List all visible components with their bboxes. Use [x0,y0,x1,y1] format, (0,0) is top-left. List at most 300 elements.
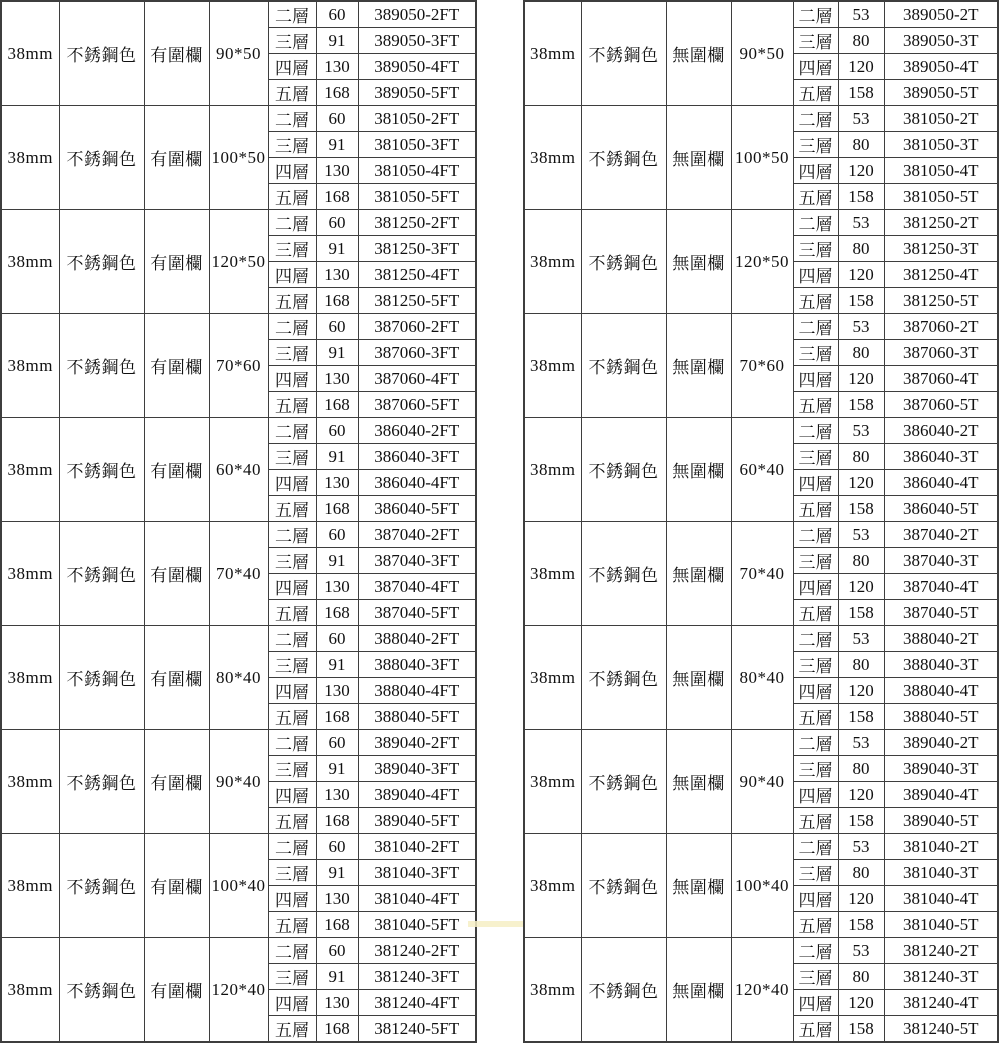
quantity-cell: 158 [838,704,884,730]
quantity-cell: 130 [316,782,358,808]
color-cell: 不銹鋼色 [581,938,666,1043]
spec-row [524,626,998,652]
tier-cell: 四層 [268,886,316,912]
model-code-cell: 387040-3FT [358,548,476,574]
model-code-cell: 381250-5T [884,288,998,314]
rail-option-cell: 有圍欄 [144,834,209,938]
quantity-cell: 158 [838,600,884,626]
tier-cell: 二層 [268,418,316,444]
color-cell: 不銹鋼色 [59,730,144,834]
tier-cell: 三層 [268,28,316,54]
quantity-cell: 91 [316,236,358,262]
color-cell: 不銹鋼色 [59,418,144,522]
tube-size-cell: 38mm [1,626,59,730]
tier-cell: 二層 [793,626,838,652]
model-code-cell: 381240-3FT [358,964,476,990]
quantity-cell: 120 [838,262,884,288]
spec-row [1,210,476,236]
spec-row [524,210,998,236]
model-code-cell: 381050-5T [884,184,998,210]
tier-cell: 二層 [793,730,838,756]
quantity-cell: 60 [316,834,358,860]
model-code-cell: 381250-2FT [358,210,476,236]
quantity-cell: 168 [316,704,358,730]
tier-cell: 二層 [793,106,838,132]
quantity-cell: 168 [316,496,358,522]
color-cell: 不銹鋼色 [581,106,666,210]
quantity-cell: 80 [838,756,884,782]
tier-cell: 五層 [268,704,316,730]
model-code-cell: 386040-3T [884,444,998,470]
price-table-right [523,0,999,1043]
spec-row [1,938,476,964]
quantity-cell: 120 [838,990,884,1016]
tier-cell: 二層 [793,938,838,964]
dimensions-cell: 100*40 [731,834,793,938]
model-code-cell: 388040-2T [884,626,998,652]
quantity-cell: 130 [316,366,358,392]
quantity-cell: 120 [838,782,884,808]
model-code-cell: 388040-4T [884,678,998,704]
model-code-cell: 387060-3T [884,340,998,366]
tier-cell: 四層 [268,782,316,808]
tube-size-cell: 38mm [1,106,59,210]
model-code-cell: 388040-3T [884,652,998,678]
quantity-cell: 120 [838,470,884,496]
spec-row [1,834,476,860]
model-code-cell: 387040-3T [884,548,998,574]
tube-size-cell: 38mm [1,418,59,522]
tube-size-cell: 38mm [524,834,581,938]
model-code-cell: 388040-5FT [358,704,476,730]
tube-size-cell: 38mm [524,730,581,834]
rail-option-cell: 有圍欄 [144,210,209,314]
quantity-cell: 130 [316,158,358,184]
model-code-cell: 388040-4FT [358,678,476,704]
tier-cell: 二層 [793,522,838,548]
model-code-cell: 386040-4FT [358,470,476,496]
quantity-cell: 80 [838,236,884,262]
tube-size-cell: 38mm [1,834,59,938]
model-code-cell: 389040-4FT [358,782,476,808]
model-code-cell: 387060-3FT [358,340,476,366]
quantity-cell: 91 [316,548,358,574]
quantity-cell: 60 [316,730,358,756]
dimensions-cell: 120*50 [209,210,268,314]
spec-row [524,522,998,548]
color-cell: 不銹鋼色 [59,210,144,314]
model-code-cell: 389050-4T [884,54,998,80]
tube-size-cell: 38mm [524,106,581,210]
quantity-cell: 53 [838,522,884,548]
quantity-cell: 168 [316,1016,358,1043]
spec-row [1,522,476,548]
model-code-cell: 381250-4T [884,262,998,288]
model-code-cell: 389050-3FT [358,28,476,54]
quantity-cell: 53 [838,1,884,28]
quantity-cell: 60 [316,938,358,964]
rail-option-cell: 有圍欄 [144,522,209,626]
dimensions-cell: 120*40 [209,938,268,1043]
rail-option-cell: 無圍欄 [666,210,731,314]
tier-cell: 五層 [268,184,316,210]
color-cell: 不銹鋼色 [581,834,666,938]
tier-cell: 三層 [268,860,316,886]
tier-cell: 五層 [793,600,838,626]
tier-cell: 三層 [793,236,838,262]
tier-cell: 五層 [793,80,838,106]
tier-cell: 四層 [793,158,838,184]
tier-cell: 四層 [793,990,838,1016]
quantity-cell: 80 [838,652,884,678]
quantity-cell: 91 [316,652,358,678]
tier-cell: 二層 [793,418,838,444]
tier-cell: 五層 [268,80,316,106]
tier-cell: 二層 [268,938,316,964]
model-code-cell: 389040-2FT [358,730,476,756]
dimensions-cell: 60*40 [731,418,793,522]
quantity-cell: 130 [316,54,358,80]
dimensions-cell: 60*40 [209,418,268,522]
tier-cell: 四層 [793,678,838,704]
model-code-cell: 389050-5FT [358,80,476,106]
tier-cell: 二層 [793,210,838,236]
quantity-cell: 120 [838,54,884,80]
rail-option-cell: 有圍欄 [144,626,209,730]
model-code-cell: 381050-4T [884,158,998,184]
quantity-cell: 158 [838,288,884,314]
quantity-cell: 91 [316,756,358,782]
model-code-cell: 388040-5T [884,704,998,730]
rail-option-cell: 有圍欄 [144,938,209,1043]
model-code-cell: 387060-2T [884,314,998,340]
tier-cell: 四層 [268,158,316,184]
quantity-cell: 91 [316,444,358,470]
tier-cell: 四層 [793,366,838,392]
tier-cell: 四層 [268,678,316,704]
quantity-cell: 60 [316,1,358,28]
tier-cell: 五層 [268,392,316,418]
color-cell: 不銹鋼色 [581,314,666,418]
spec-row [524,834,998,860]
model-code-cell: 389040-5FT [358,808,476,834]
dimensions-cell: 100*40 [209,834,268,938]
tier-cell: 三層 [268,964,316,990]
model-code-cell: 389050-3T [884,28,998,54]
tier-cell: 五層 [268,288,316,314]
rail-option-cell: 有圍欄 [144,314,209,418]
tier-cell: 三層 [793,548,838,574]
model-code-cell: 381240-5T [884,1016,998,1043]
quantity-cell: 91 [316,28,358,54]
tier-cell: 三層 [793,132,838,158]
quantity-cell: 158 [838,184,884,210]
tier-cell: 三層 [793,860,838,886]
quantity-cell: 158 [838,1016,884,1043]
dimensions-cell: 90*40 [209,730,268,834]
model-code-cell: 387060-4FT [358,366,476,392]
tier-cell: 三層 [268,236,316,262]
color-cell: 不銹鋼色 [59,626,144,730]
model-code-cell: 381240-2FT [358,938,476,964]
model-code-cell: 388040-3FT [358,652,476,678]
quantity-cell: 120 [838,158,884,184]
model-code-cell: 387060-2FT [358,314,476,340]
model-code-cell: 381040-5T [884,912,998,938]
color-cell: 不銹鋼色 [581,1,666,106]
tier-cell: 五層 [268,600,316,626]
model-code-cell: 387060-5T [884,392,998,418]
tube-size-cell: 38mm [524,1,581,106]
model-code-cell: 387040-5T [884,600,998,626]
tier-cell: 二層 [268,106,316,132]
tier-cell: 三層 [268,132,316,158]
dimensions-cell: 80*40 [731,626,793,730]
model-code-cell: 389040-3T [884,756,998,782]
tier-cell: 四層 [793,886,838,912]
tier-cell: 二層 [793,314,838,340]
color-cell: 不銹鋼色 [59,314,144,418]
color-cell: 不銹鋼色 [581,626,666,730]
tier-cell: 三層 [793,964,838,990]
quantity-cell: 120 [838,886,884,912]
model-code-cell: 381040-2T [884,834,998,860]
model-code-cell: 388040-2FT [358,626,476,652]
dimensions-cell: 90*40 [731,730,793,834]
spec-row [524,1,998,28]
quantity-cell: 130 [316,574,358,600]
color-cell: 不銹鋼色 [581,418,666,522]
quantity-cell: 168 [316,184,358,210]
tier-cell: 五層 [793,496,838,522]
tier-cell: 四層 [793,782,838,808]
color-cell: 不銹鋼色 [59,522,144,626]
tube-size-cell: 38mm [524,626,581,730]
spec-row [1,418,476,444]
rail-option-cell: 有圍欄 [144,1,209,106]
spec-row [524,314,998,340]
model-code-cell: 381240-4FT [358,990,476,1016]
rail-option-cell: 無圍欄 [666,314,731,418]
tier-cell: 三層 [268,652,316,678]
quantity-cell: 60 [316,210,358,236]
dimensions-cell: 90*50 [209,1,268,106]
tier-cell: 五層 [268,808,316,834]
color-cell: 不銹鋼色 [59,1,144,106]
model-code-cell: 387040-4T [884,574,998,600]
model-code-cell: 389040-4T [884,782,998,808]
quantity-cell: 168 [316,80,358,106]
model-code-cell: 387040-2FT [358,522,476,548]
model-code-cell: 387040-4FT [358,574,476,600]
model-code-cell: 381040-3T [884,860,998,886]
model-code-cell: 386040-5T [884,496,998,522]
model-code-cell: 389050-2T [884,1,998,28]
tier-cell: 三層 [268,340,316,366]
model-code-cell: 389040-5T [884,808,998,834]
dimensions-cell: 90*50 [731,1,793,106]
model-code-cell: 389050-4FT [358,54,476,80]
color-cell: 不銹鋼色 [581,210,666,314]
rail-option-cell: 無圍欄 [666,1,731,106]
model-code-cell: 381250-3T [884,236,998,262]
model-code-cell: 386040-5FT [358,496,476,522]
spec-row [524,106,998,132]
tier-cell: 三層 [793,652,838,678]
tier-cell: 二層 [793,834,838,860]
model-code-cell: 381040-2FT [358,834,476,860]
model-code-cell: 381040-4FT [358,886,476,912]
color-cell: 不銹鋼色 [59,938,144,1043]
quantity-cell: 130 [316,990,358,1016]
rail-option-cell: 無圍欄 [666,522,731,626]
quantity-cell: 53 [838,730,884,756]
dimensions-cell: 80*40 [209,626,268,730]
tier-cell: 五層 [268,1016,316,1043]
quantity-cell: 130 [316,678,358,704]
color-cell: 不銹鋼色 [581,730,666,834]
quantity-cell: 60 [316,626,358,652]
quantity-cell: 91 [316,340,358,366]
dimensions-cell: 100*50 [209,106,268,210]
model-code-cell: 386040-4T [884,470,998,496]
quantity-cell: 91 [316,860,358,886]
rail-option-cell: 無圍欄 [666,626,731,730]
spec-row [524,730,998,756]
model-code-cell: 386040-2FT [358,418,476,444]
model-code-cell: 381250-5FT [358,288,476,314]
rail-option-cell: 有圍欄 [144,418,209,522]
tier-cell: 五層 [793,288,838,314]
model-code-cell: 381250-4FT [358,262,476,288]
dimensions-cell: 70*60 [209,314,268,418]
model-code-cell: 381250-3FT [358,236,476,262]
spec-row [1,1,476,28]
tier-cell: 五層 [793,912,838,938]
model-code-cell: 381050-2FT [358,106,476,132]
tier-cell: 四層 [793,54,838,80]
quantity-cell: 120 [838,678,884,704]
model-code-cell: 386040-2T [884,418,998,444]
color-cell: 不銹鋼色 [581,522,666,626]
quantity-cell: 60 [316,106,358,132]
quantity-cell: 53 [838,106,884,132]
tier-cell: 三層 [793,340,838,366]
rail-option-cell: 無圍欄 [666,834,731,938]
price-table-left [0,0,477,1043]
tier-cell: 四層 [268,470,316,496]
dimensions-cell: 120*50 [731,210,793,314]
tier-cell: 四層 [793,574,838,600]
spec-row [1,314,476,340]
model-code-cell: 389040-2T [884,730,998,756]
rail-option-cell: 無圍欄 [666,106,731,210]
quantity-cell: 91 [316,132,358,158]
spec-row [1,106,476,132]
rail-option-cell: 無圍欄 [666,730,731,834]
tier-cell: 二層 [268,522,316,548]
tube-size-cell: 38mm [1,314,59,418]
spec-row [1,626,476,652]
tube-size-cell: 38mm [524,314,581,418]
model-code-cell: 389050-2FT [358,1,476,28]
tier-cell: 三層 [268,444,316,470]
tier-cell: 四層 [268,262,316,288]
quantity-cell: 60 [316,418,358,444]
tier-cell: 二層 [793,1,838,28]
model-code-cell: 389040-3FT [358,756,476,782]
quantity-cell: 80 [838,444,884,470]
model-code-cell: 387060-4T [884,366,998,392]
quantity-cell: 80 [838,964,884,990]
rail-option-cell: 有圍欄 [144,106,209,210]
dimensions-cell: 100*50 [731,106,793,210]
tier-cell: 五層 [793,184,838,210]
model-code-cell: 381240-2T [884,938,998,964]
rail-option-cell: 無圍欄 [666,418,731,522]
tier-cell: 五層 [268,496,316,522]
quantity-cell: 158 [838,912,884,938]
tier-cell: 五層 [793,704,838,730]
quantity-cell: 60 [316,314,358,340]
scan-artifact [468,921,523,927]
dimensions-cell: 70*60 [731,314,793,418]
quantity-cell: 158 [838,392,884,418]
tier-cell: 三層 [793,444,838,470]
tier-cell: 四層 [268,990,316,1016]
tier-cell: 三層 [268,548,316,574]
tier-cell: 四層 [793,470,838,496]
tube-size-cell: 38mm [1,938,59,1043]
tier-cell: 四層 [793,262,838,288]
quantity-cell: 168 [316,808,358,834]
model-code-cell: 381040-4T [884,886,998,912]
model-code-cell: 381050-5FT [358,184,476,210]
quantity-cell: 80 [838,28,884,54]
rail-option-cell: 有圍欄 [144,730,209,834]
quantity-cell: 168 [316,600,358,626]
spec-row [524,938,998,964]
tube-size-cell: 38mm [1,730,59,834]
model-code-cell: 381250-2T [884,210,998,236]
model-code-cell: 386040-3FT [358,444,476,470]
tier-cell: 二層 [268,210,316,236]
quantity-cell: 53 [838,626,884,652]
tier-cell: 四層 [268,574,316,600]
quantity-cell: 168 [316,288,358,314]
quantity-cell: 53 [838,210,884,236]
model-code-cell: 381050-4FT [358,158,476,184]
dimensions-cell: 70*40 [209,522,268,626]
model-code-cell: 387040-2T [884,522,998,548]
model-code-cell: 381050-3T [884,132,998,158]
tier-cell: 五層 [793,392,838,418]
model-code-cell: 381240-3T [884,964,998,990]
quantity-cell: 80 [838,132,884,158]
tube-size-cell: 38mm [524,418,581,522]
quantity-cell: 130 [316,470,358,496]
color-cell: 不銹鋼色 [59,834,144,938]
quantity-cell: 130 [316,886,358,912]
quantity-cell: 130 [316,262,358,288]
quantity-cell: 53 [838,938,884,964]
rail-option-cell: 無圍欄 [666,938,731,1043]
tube-size-cell: 38mm [1,1,59,106]
dimensions-cell: 120*40 [731,938,793,1043]
model-code-cell: 381050-2T [884,106,998,132]
tier-cell: 五層 [793,808,838,834]
model-code-cell: 381040-3FT [358,860,476,886]
